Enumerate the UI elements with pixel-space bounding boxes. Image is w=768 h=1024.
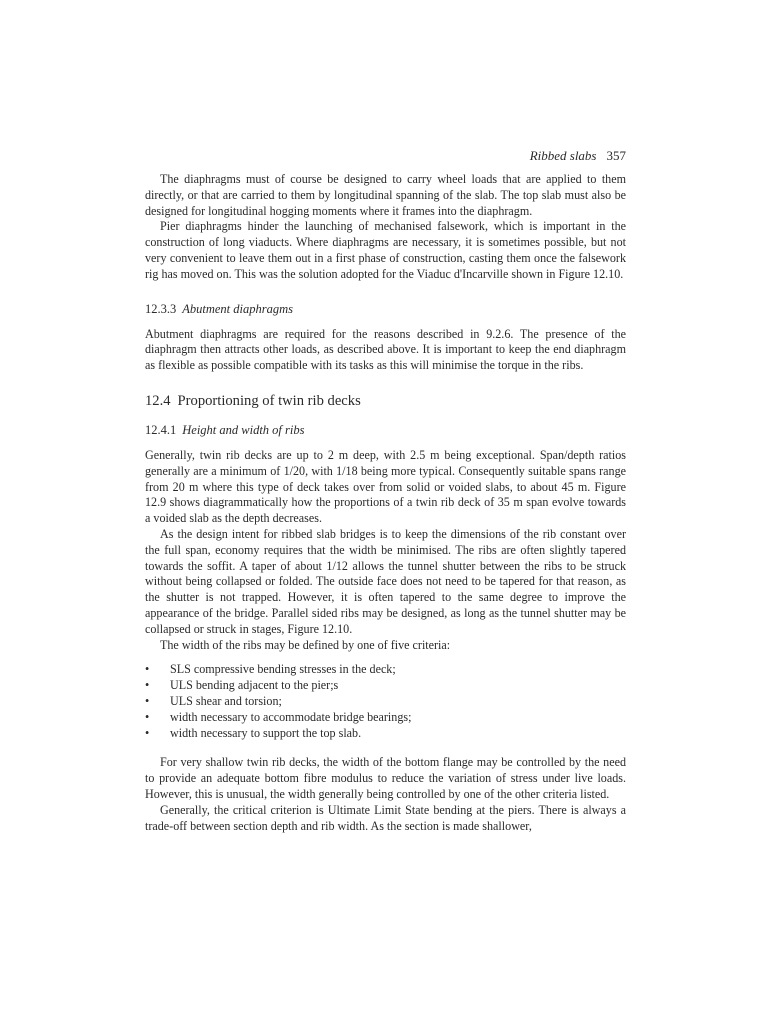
- paragraph: Generally, the critical criterion is Ultimate Limit State bending at the piers. There is always a trade-off between section depth and rib width. As the section is made shallower,: [145, 802, 626, 833]
- section-heading-12-3-3: [145, 301, 626, 317]
- bullet-icon: •: [145, 725, 150, 740]
- criteria-list: [145, 662, 626, 741]
- paragraph: The width of the ribs may be defined by one of five criteria:: [160, 637, 451, 652]
- list-item-text: ULS bending adjacent to the pier;s: [170, 678, 339, 693]
- section-number: 12.4.1: [145, 422, 177, 437]
- paragraph: Pier diaphragms hinder the launching of mechanised falsework, which is important in the construction of long viaducts. Where diaphragms are necessary, it is sometimes possible, but not very convenient to leave them out in a first phase of construction, casting them once the falsework rig has moved on. This was the solution adopted for the Viaduc d'Incarville shown in Figure 12.10.: [145, 219, 626, 281]
- bullet-icon: •: [145, 709, 150, 724]
- running-head-title: Ribbed slabs: [529, 148, 597, 163]
- section-heading-12-4-1: [145, 422, 626, 438]
- bullet-icon: •: [145, 678, 150, 693]
- list-item-text: width necessary to support the top slab.: [170, 725, 362, 740]
- list-item: [145, 726, 626, 742]
- page-number: 357: [606, 148, 626, 163]
- paragraph: As the design intent for ribbed slab bridges is to keep the dimensions of the rib constant over the full span, economy requires that the width be minimised. The ribs are often slightly tapered towards the soffit. A taper of about 1/12 allows the tunnel shutter between the ribs to be struck without being collapsed or folded. The outside face does not need to be tapered for that reason, as the shutter is not trapped. However, it is often tapered to the same degree to improve the appearance of the bridge. Parallel sided ribs may be designed, as long as the tunnel shutter may be collapsed or struck in stages, Figure 12.10.: [145, 526, 626, 636]
- section-title: Proportioning of twin rib decks: [177, 392, 361, 409]
- section-title: Abutment diaphragms: [182, 301, 294, 316]
- running-head: [145, 148, 626, 166]
- list-item-text: ULS shear and torsion;: [170, 693, 282, 708]
- paragraph: The diaphragms must of course be designed to carry wheel loads that are applied to them directly, or that are carried to them by longitudinal spanning of the slab. The top slab must also be designed for longitudinal hogging moments where it frames into the diaphragm.: [145, 172, 626, 218]
- list-item: [145, 694, 626, 710]
- section-number: 12.4: [145, 392, 171, 409]
- section-number: 12.3.3: [145, 301, 177, 316]
- list-item-text: SLS compressive bending stresses in the deck;: [170, 662, 396, 677]
- bullet-icon: •: [145, 693, 150, 708]
- list-item: [145, 710, 626, 726]
- section-title: Height and width of ribs: [182, 422, 305, 437]
- paragraph: For very shallow twin rib decks, the width of the bottom flange may be controlled by the need to provide an adequate bottom fibre modulus to reduce the variation of stress under live loads. However, this is unusual, the width generally being controlled by one of the other criteria listed.: [145, 755, 626, 801]
- bullet-icon: •: [145, 662, 150, 677]
- paragraph: Generally, twin rib decks are up to 2 m deep, with 2.5 m being exceptional. Span/depth ratios generally are a minimum of 1/20, with 1/18 being more typical. Consequently suitable spans range from 20 m where this type of deck takes over from solid or voided slabs, to about 45 m. Figure 12.9 shows diagrammatically how the proportions of a twin rib deck of 35 m span evolve towards a voided slab as the depth decreases.: [145, 447, 626, 526]
- section-heading-12-4: [145, 392, 626, 410]
- list-item: [145, 678, 626, 694]
- list-item: [145, 662, 626, 678]
- paragraph: Abutment diaphragms are required for the reasons described in 9.2.6. The presence of the diaphragm then attracts other loads, as described above. It is important to keep the end diaphragm as flexible as possible compatible with its tasks as this will minimise the torque in the ribs.: [145, 326, 626, 373]
- book-page: [145, 148, 626, 834]
- list-item-text: width necessary to accommodate bridge bearings;: [170, 709, 412, 724]
